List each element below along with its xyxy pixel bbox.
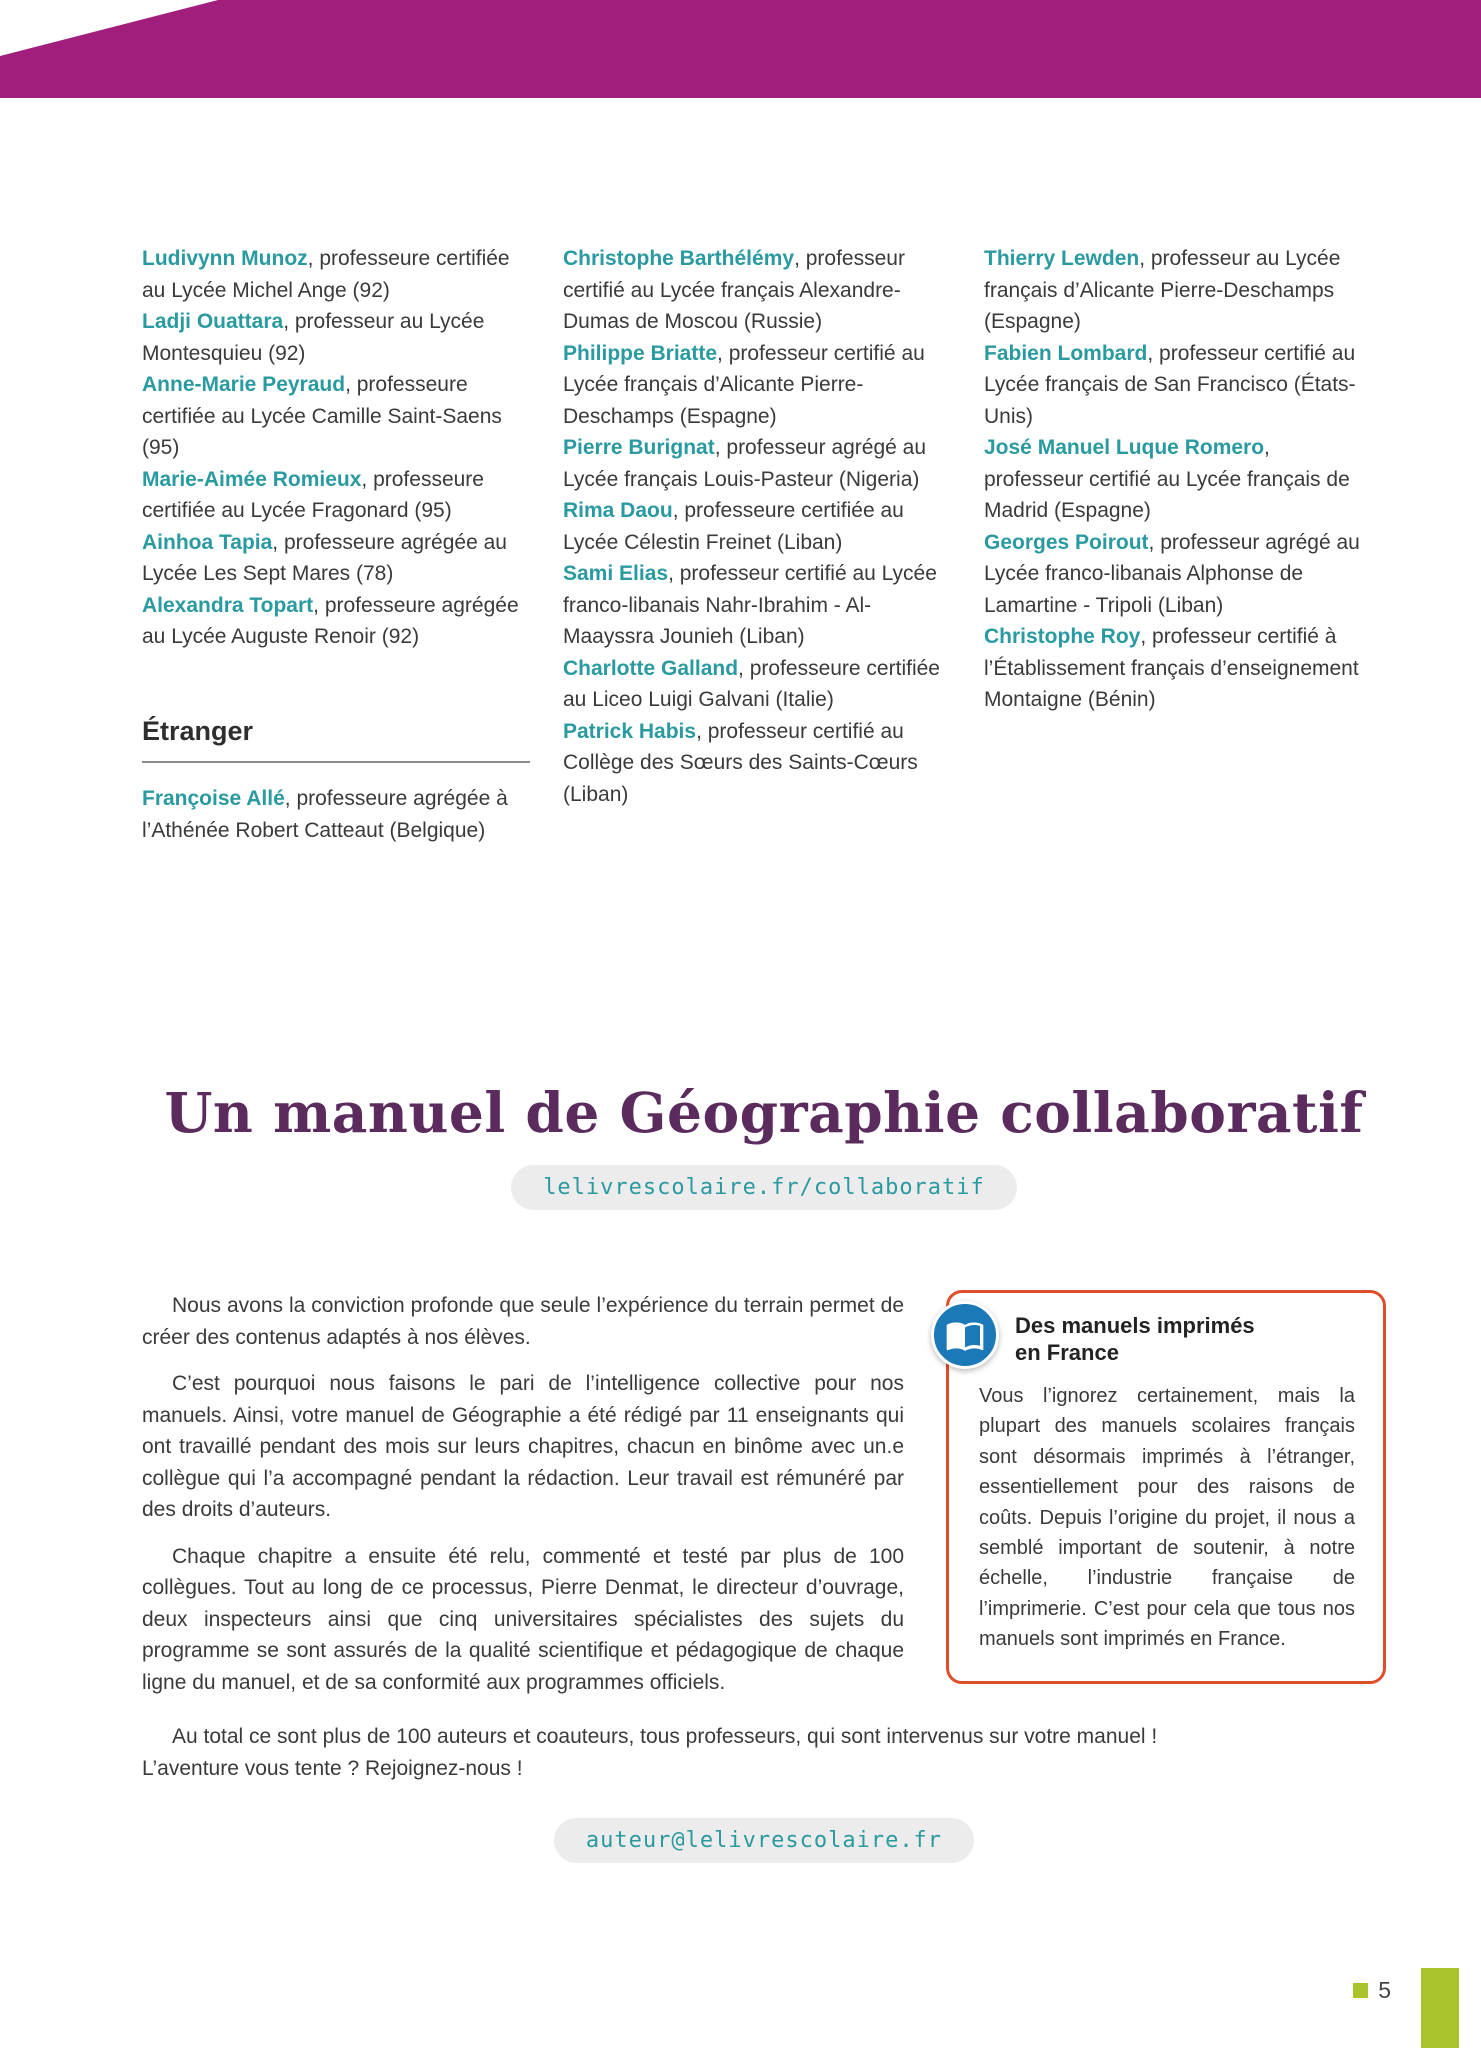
contributor-desc: , professeur au Lycée français d’Alicante Pierre-Deschamps (Espagne) — [984, 247, 1341, 333]
contributor-name: Georges Poirout — [984, 530, 1149, 554]
contributor-desc: , professeure agrégée à l’Athénée Robert Catteaut (Belgique) — [142, 787, 508, 842]
etranger-section-heading: Étranger — [142, 711, 530, 764]
contributor-desc: , professeur certifié au Lycée français de Madrid (Espagne) — [984, 436, 1350, 522]
contributor-desc: , professeur certifié au Lycée français de San Francisco (États-Unis) — [984, 341, 1356, 428]
contributor-entry — [984, 243, 1372, 338]
contributor-name: Christophe Barthélémy — [563, 247, 795, 270]
contributor-name: Fabien Lombard — [984, 341, 1148, 365]
collab-section-body — [142, 1290, 1386, 1863]
contributor-desc: , professeure certifiée au Lycée Fragonard (95) — [142, 467, 484, 522]
contributor-entry — [563, 338, 951, 433]
contributor-name: Sami Elias — [563, 562, 669, 585]
page-marker-square — [1353, 1983, 1368, 1998]
contributor-desc: , professeure agrégée au Lycée Auguste Renoir (92) — [142, 593, 519, 648]
contributor-name: Alexandra Topart — [142, 593, 314, 617]
contributor-entry — [563, 243, 951, 338]
contributor-name: Anne-Marie Peyraud — [142, 373, 346, 396]
contributor-entry — [563, 653, 951, 716]
closing-paragraph — [142, 1721, 1386, 1784]
contributors-column-2 — [563, 243, 951, 846]
contributor-entry — [984, 621, 1372, 716]
contributor-desc: , professeur certifié au Lycée franco-libanais Nahr-Ibrahim - Al-Maayssra Jounieh (Liban) — [563, 562, 937, 648]
body-paragraph-2: C’est pourquoi nous faisons le pari de l’intelligence collective pour nos manuels. Ainsi, votre manuel de Géographie a été rédigé par 11 enseignants qui ont travaillé pendant des mois sur leurs chapitres, chacun en binôme avec un.e collègue qui l’a accompagné pendant la rédaction. Leur travail est rémunéré par des droits d’auteurs. — [142, 1372, 904, 1521]
contributor-desc: , professeur au Lycée Montesquieu (92) — [142, 310, 485, 365]
contributor-entry — [563, 716, 951, 811]
corner-accent-bar — [1421, 1968, 1459, 2048]
contributor-entry — [142, 783, 530, 846]
contributor-entry — [984, 338, 1372, 433]
closing-paragraph-line-2: L’aventure vous tente ? Rejoignez-nous ! — [142, 1756, 523, 1780]
contributor-entry — [142, 243, 530, 306]
info-box-title: Des manuels imprimés en France — [1015, 1312, 1255, 1365]
info-box-body: Vous l’ignorez certainement, mais la plupart des manuels scolaires français sont désormais imprimés à l’étranger, essentiellement pour des raisons de coûts. Depuis l’origine du projet, il nous a semblé important de soutenir, à notre échelle, l’industrie française de l’imprimerie. C’est pour cela que tous nos manuels sont imprimés en France. — [979, 1385, 1355, 1651]
page-footer — [1353, 1977, 1391, 2004]
body-text-column — [142, 1290, 904, 1713]
contributor-desc: , professeure agrégée au Lycée Les Sept Mares (78) — [142, 530, 507, 585]
contributor-desc: , professeur agrégé au Lycée français Louis-Pasteur (Nigeria) — [563, 436, 927, 491]
contributor-entry — [142, 369, 530, 464]
contributor-entry — [142, 527, 530, 590]
contributor-name: Charlotte Galland — [563, 656, 739, 680]
contributor-entry — [142, 464, 530, 527]
contributor-desc: , professeure certifiée au Liceo Luigi Galvani (Italie) — [563, 656, 940, 711]
contributor-name: Ladji Ouattara — [142, 310, 284, 333]
open-book-icon — [931, 1301, 999, 1369]
contributor-entry — [563, 432, 951, 495]
body-paragraph-3: Chaque chapitre a ensuite été relu, commenté et testé par plus de 100 collègues. Tout au long de ce processus, Pierre Denmat, le directeur d’ouvrage, deux inspecteurs ainsi que cinq universitaires spécialistes des sujets du programme se sont assurés de la qualité scientifique et pédagogique de chaque ligne du manuel, et de sa conformité aux programmes officiels. — [142, 1544, 904, 1694]
page-number: 5 — [1378, 1977, 1391, 2003]
contributor-name: José Manuel Luque Romero — [984, 436, 1265, 459]
author-email-badge[interactable]: auteur@lelivrescolaire.fr — [554, 1818, 974, 1863]
top-accent-band — [0, 0, 1481, 98]
contributor-name: Philippe Briatte — [563, 341, 718, 365]
collab-url-badge[interactable]: lelivrescolaire.fr/collaboratif — [511, 1165, 1017, 1210]
contributor-desc: , professeur certifié à l’Établissement français d’enseignement Montaigne (Bénin) — [984, 625, 1359, 711]
collab-section-header — [120, 1080, 1408, 1210]
closing-paragraph-line-1: Au total ce sont plus de 100 auteurs et coauteurs, tous professeurs, qui sont intervenus sur votre manuel ! — [172, 1725, 1158, 1748]
contributor-name: Pierre Burignat — [563, 436, 715, 459]
contributor-desc: , professeure certifiée au Lycée Camille Saint-Saens (95) — [142, 373, 502, 459]
info-box-header — [931, 1309, 1355, 1369]
contributor-entry — [563, 558, 951, 653]
contributor-desc: , professeure certifiée au Lycée Michel Ange (92) — [142, 247, 510, 302]
section-title: Un manuel de Géographie collaboratif — [164, 1080, 1364, 1145]
contributor-name: Christophe Roy — [984, 625, 1141, 648]
contributor-desc: , professeur certifié au Lycée français d’Alicante Pierre-Deschamps (Espagne) — [563, 341, 925, 428]
printed-in-france-box — [946, 1290, 1386, 1684]
contributor-name: Françoise Allé — [142, 787, 285, 810]
contributor-desc: , professeure certifiée au Lycée Célestin Freinet (Liban) — [563, 499, 904, 554]
contributor-desc: , professeur agrégé au Lycée franco-libanais Alphonse de Lamartine - Tripoli (Liban) — [984, 530, 1360, 617]
contributor-desc: , professeur certifié au Lycée français Alexandre-Dumas de Moscou (Russie) — [563, 247, 905, 333]
contributor-name: Ainhoa Tapia — [142, 530, 273, 554]
contributor-desc: , professeur certifié au Collège des Sœurs des Saints-Cœurs (Liban) — [563, 719, 918, 806]
contributors-column-1 — [142, 243, 530, 846]
contributor-entry — [984, 527, 1372, 622]
contributor-name: Patrick Habis — [563, 719, 697, 743]
contributor-entry — [984, 432, 1372, 527]
contributor-entry — [563, 495, 951, 558]
contributor-name: Thierry Lewden — [984, 247, 1140, 270]
email-badge-row — [142, 1818, 1386, 1863]
contributor-entry — [142, 590, 530, 653]
contributors-section — [142, 243, 1386, 846]
contributor-name: Ludivynn Munoz — [142, 247, 308, 270]
body-paragraph-1: Nous avons la conviction profonde que seule l’expérience du terrain permet de créer des contenus adaptés à nos élèves. — [142, 1294, 904, 1349]
contributor-entry — [142, 306, 530, 369]
contributors-column-3 — [984, 243, 1372, 846]
contributor-name: Rima Daou — [563, 499, 673, 522]
contributor-name: Marie-Aimée Romieux — [142, 467, 362, 491]
